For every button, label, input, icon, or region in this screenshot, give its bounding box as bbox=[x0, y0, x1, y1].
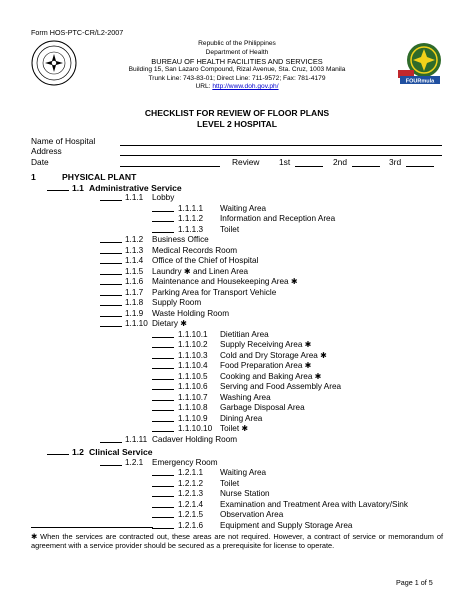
checklist-item-label: Administrative Service bbox=[89, 182, 182, 193]
review-first-label: 1st bbox=[279, 157, 291, 167]
checklist-item-number: 1.1.1.2 bbox=[178, 214, 204, 223]
checklist-checkbox-blank[interactable] bbox=[152, 500, 174, 508]
checklist-checkbox-blank[interactable] bbox=[100, 319, 122, 327]
checklist-item-number: 1.1.6 bbox=[125, 277, 144, 286]
checklist-checkbox-blank[interactable] bbox=[100, 288, 122, 296]
checklist-item-label: Waste Holding Room bbox=[152, 308, 230, 318]
page-title: CHECKLIST FOR REVIEW OF FLOOR PLANS bbox=[144, 108, 330, 118]
checklist-item-number: 1.1.10.8 bbox=[178, 403, 208, 412]
checklist-item-label: Nurse Station bbox=[220, 489, 270, 498]
checklist-item-label: Dietary ✱ bbox=[152, 319, 188, 328]
checklist-item-label: Supply Receiving Area ✱ bbox=[220, 340, 312, 349]
review-second-field[interactable] bbox=[352, 166, 380, 167]
review-third-field[interactable] bbox=[406, 166, 434, 167]
checklist-checkbox-blank[interactable] bbox=[152, 393, 174, 401]
review-first-field[interactable] bbox=[295, 166, 323, 167]
checklist-checkbox-blank[interactable] bbox=[152, 489, 174, 497]
fourmula-logo-icon bbox=[396, 40, 444, 86]
checklist-item-number: 1.1.10.1 bbox=[178, 329, 208, 339]
checklist-item-number: 1.1.9 bbox=[125, 308, 144, 318]
department-line: Department of Health bbox=[205, 48, 269, 56]
checklist-item-number: 1.1.8 bbox=[125, 298, 144, 307]
checklist-checkbox-blank[interactable] bbox=[152, 521, 174, 529]
checklist-checkbox-blank[interactable] bbox=[152, 382, 174, 390]
checklist-item-label: Serving and Food Assembly Area bbox=[220, 382, 342, 391]
checklist-item-label: Lobby bbox=[152, 193, 175, 202]
checklist-item-label: Emergency Room bbox=[152, 457, 218, 467]
checklist-item-number: 1.1.4 bbox=[125, 256, 144, 265]
checklist-item-number: 1.1.10 bbox=[125, 319, 148, 328]
checklist-checkbox-blank[interactable] bbox=[100, 256, 122, 264]
logo-text: FOURmula bbox=[405, 78, 435, 85]
review-third-label: 3rd bbox=[389, 157, 402, 167]
checklist-checkbox-blank[interactable] bbox=[152, 510, 174, 518]
footnote-divider bbox=[31, 527, 153, 528]
checklist-item-label: Office of the Chief of Hospital bbox=[152, 256, 259, 265]
checklist-item-number: 1.1.1.1 bbox=[178, 203, 204, 213]
hospital-name-field[interactable] bbox=[120, 145, 442, 146]
checklist-item-number: 1.1.7 bbox=[125, 287, 144, 297]
checklist-checkbox-blank[interactable] bbox=[152, 225, 174, 233]
date-label: Date bbox=[31, 157, 49, 167]
date-field[interactable] bbox=[120, 166, 220, 167]
checklist-item-label: Business Office bbox=[152, 235, 209, 244]
checklist-item-label: Toilet bbox=[220, 478, 240, 488]
checklist-checkbox-blank[interactable] bbox=[100, 277, 122, 285]
checklist-item-number: 1.1.10.5 bbox=[178, 371, 208, 381]
checklist-item-number: 1.1.10.9 bbox=[178, 413, 208, 423]
checklist-item-label: PHYSICAL PLANT bbox=[62, 172, 137, 182]
address-line: Building 15, San Lazaro Compound, Rizal Avenue, Sta. Cruz, 1003 Manila bbox=[128, 66, 346, 74]
checklist-checkbox-blank[interactable] bbox=[100, 458, 122, 466]
checklist-checkbox-blank[interactable] bbox=[100, 309, 122, 317]
checklist-checkbox-blank[interactable] bbox=[152, 468, 174, 476]
checklist-item-number: 1.2.1 bbox=[125, 457, 144, 467]
checklist-item-number: 1.1.3 bbox=[125, 245, 144, 255]
checklist-checkbox-blank[interactable] bbox=[100, 235, 122, 243]
checklist-item-label: Supply Room bbox=[152, 298, 202, 307]
checklist-item-label: Medical Records Room bbox=[152, 245, 238, 255]
checklist-checkbox-blank[interactable] bbox=[100, 193, 122, 201]
checklist-item-number: 1.1.10.10 bbox=[178, 424, 213, 433]
checklist-checkbox-blank[interactable] bbox=[152, 214, 174, 222]
checklist-item-label: Cold and Dry Storage Area ✱ bbox=[220, 350, 327, 360]
review-label: Review bbox=[232, 157, 260, 167]
hospital-name-label: Name of Hospital bbox=[31, 136, 96, 146]
checklist-item-number: 1.1.2 bbox=[125, 235, 144, 244]
checklist-item-number: 1.1.10.4 bbox=[178, 361, 208, 370]
checklist-item-label: Dining Area bbox=[220, 413, 263, 423]
checklist-checkbox-blank[interactable] bbox=[152, 372, 174, 380]
checklist-item-number: 1.1.1.3 bbox=[178, 224, 204, 234]
page-subtitle: LEVEL 2 HOSPITAL bbox=[197, 119, 277, 129]
checklist-item-label: Dietitian Area bbox=[220, 329, 269, 339]
checklist-item-number: 1.1.10.7 bbox=[178, 392, 208, 402]
checklist-item-label: Washing Area bbox=[220, 392, 271, 402]
checklist-checkbox-blank[interactable] bbox=[152, 403, 174, 411]
review-second-label: 2nd bbox=[333, 157, 347, 167]
republic-line: Republic of the Philippines bbox=[198, 40, 276, 47]
checklist-item-label: Parking Area for Transport Vehicle bbox=[152, 287, 277, 297]
checklist-item-number: 1.2.1.1 bbox=[178, 468, 204, 477]
checklist-item-label: Cadaver Holding Room bbox=[152, 434, 238, 444]
address-label: Address bbox=[31, 146, 62, 156]
checklist-item-number: 1.2.1.6 bbox=[178, 520, 204, 530]
checklist-checkbox-blank[interactable] bbox=[152, 330, 174, 338]
checklist-item-number: 1.1.5 bbox=[125, 266, 144, 276]
checklist-item-label: Examination and Treatment Area with Lavatory/Sink bbox=[220, 499, 408, 509]
checklist-checkbox-blank[interactable] bbox=[47, 447, 69, 455]
checklist-item-label: Toilet ✱ bbox=[220, 424, 249, 433]
letterhead bbox=[80, 40, 394, 92]
checklist-item-label: Laundry ✱ and Linen Area bbox=[152, 266, 249, 276]
checklist-checkbox-blank[interactable] bbox=[152, 351, 174, 359]
checklist-item-number: 1.2 bbox=[72, 447, 84, 457]
page-number: Page 1 of 5 bbox=[396, 578, 433, 587]
checklist-item-label: Cooking and Baking Area ✱ bbox=[220, 371, 322, 381]
checklist-item-label: Maintenance and Housekeeping Area ✱ bbox=[152, 277, 298, 286]
checklist-item-number: 1.2.1.4 bbox=[178, 499, 204, 509]
checklist-item-number: 1.1.10.3 bbox=[178, 350, 208, 360]
bureau-line: BUREAU OF HEALTH FACILITIES AND SERVICES bbox=[151, 57, 323, 67]
checklist-item-number: 1.2.1.3 bbox=[178, 489, 204, 498]
checklist-item-label: Toilet bbox=[220, 224, 240, 234]
checklist-item-label: Food Preparation Area ✱ bbox=[220, 361, 312, 370]
checklist-item-number: 1.1 bbox=[72, 182, 84, 193]
checklist-item-label: Observation Area bbox=[220, 510, 284, 519]
checklist-checkbox-blank[interactable] bbox=[152, 340, 174, 348]
checklist-item-number: 1 bbox=[31, 172, 36, 182]
doh-seal-icon bbox=[31, 40, 77, 86]
footnote: ✱ When the services are contracted out, these areas are not required. However, a contract of service or memorandum of agreement with a service provider should be secured as a prerequisite for license to operate. bbox=[31, 532, 443, 551]
checklist-item-label: Garbage Disposal Area bbox=[220, 403, 305, 412]
form-id: Form HOS-PTC-CR/L2-2007 bbox=[31, 28, 124, 37]
url-label: URL: bbox=[195, 83, 213, 91]
checklist-item-number: 1.2.1.5 bbox=[178, 510, 204, 519]
address-field[interactable] bbox=[120, 155, 442, 156]
checklist-checkbox-blank[interactable] bbox=[152, 424, 174, 432]
checklist-checkbox-blank[interactable] bbox=[100, 267, 122, 275]
checklist-checkbox-blank[interactable] bbox=[152, 414, 174, 422]
checklist-checkbox-blank[interactable] bbox=[100, 246, 122, 254]
checklist-item-number: 1.1.10.2 bbox=[178, 340, 208, 349]
checklist-checkbox-blank[interactable] bbox=[47, 183, 69, 191]
checklist-item-label: Equipment and Supply Storage Area bbox=[220, 520, 353, 530]
checklist-item-label: Waiting Area bbox=[220, 468, 267, 477]
checklist-item-number: 1.1.1 bbox=[125, 193, 144, 202]
checklist-item-number: 1.1.10.6 bbox=[178, 382, 208, 391]
checklist-checkbox-blank[interactable] bbox=[152, 204, 174, 212]
checklist-item-number: 1.1.11 bbox=[125, 434, 148, 444]
phone-line: Trunk Line: 743-83-01; Direct Line: 711-9572; Fax: 781-4179 bbox=[148, 74, 326, 82]
checklist-item-number: 1.2.1.2 bbox=[178, 478, 204, 488]
url-line bbox=[80, 83, 394, 92]
checklist-checkbox-blank[interactable] bbox=[100, 435, 122, 443]
checklist-checkbox-blank[interactable] bbox=[100, 298, 122, 306]
doh-url-link[interactable]: http://www.doh.gov.ph/ bbox=[212, 83, 279, 91]
checklist-checkbox-blank[interactable] bbox=[152, 361, 174, 369]
checklist-item-label: Waiting Area bbox=[220, 203, 267, 213]
checklist-checkbox-blank[interactable] bbox=[152, 479, 174, 487]
checklist-item-label: Clinical Service bbox=[89, 447, 153, 457]
checklist-item-label: Information and Reception Area bbox=[220, 214, 336, 223]
